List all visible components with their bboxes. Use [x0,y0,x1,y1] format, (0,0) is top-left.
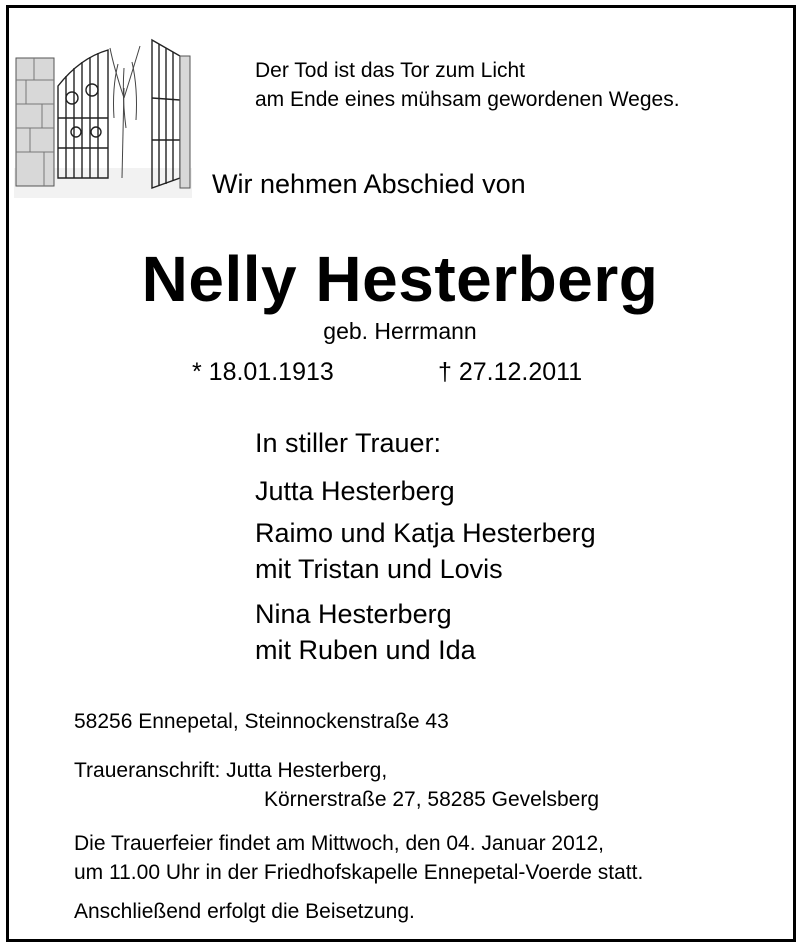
motto-line-2: am Ende eines mühsam gewordenen Weges. [255,88,680,111]
ceremony-line-2: um 11.00 Uhr in der Friedhofskapelle Ennepetal-Voerde statt. [74,861,644,884]
mourner-entry: Nina Hesterberg [255,599,452,629]
mourner-entry: Jutta Hesterberg [255,476,455,506]
birth-date: * 18.01.1913 [192,358,334,386]
motto-line-1: Der Tod ist das Tor zum Licht [255,59,526,82]
ceremony-line-1: Die Trauerfeier findet am Mittwoch, den 04. Januar 2012, [74,832,604,855]
birth-name: geb. Herrmann [323,318,477,344]
mourning-contact-line-2: Körnerstraße 27, 58285 Gevelsberg [264,788,600,811]
mourner-entry: mit Ruben und Ida [255,635,476,665]
deceased-name: Nelly Hesterberg [141,243,659,315]
mourner-entry: mit Tristan und Lovis [255,554,503,584]
mourners-heading: In stiller Trauer: [255,428,442,458]
farewell-intro: Wir nehmen Abschied von [212,169,526,199]
ceremony-line-3: Anschließend erfolgt die Beisetzung. [74,900,415,923]
residence-address: 58256 Ennepetal, Steinnockenstraße 43 [74,710,449,733]
death-date: † 27.12.2011 [438,358,583,386]
mourner-entry: Raimo und Katja Hesterberg [255,518,596,548]
mourning-contact-line-1: Traueranschrift: Jutta Hesterberg, [74,759,388,782]
garden-gate-illustration [14,28,192,198]
motto [255,56,680,114]
